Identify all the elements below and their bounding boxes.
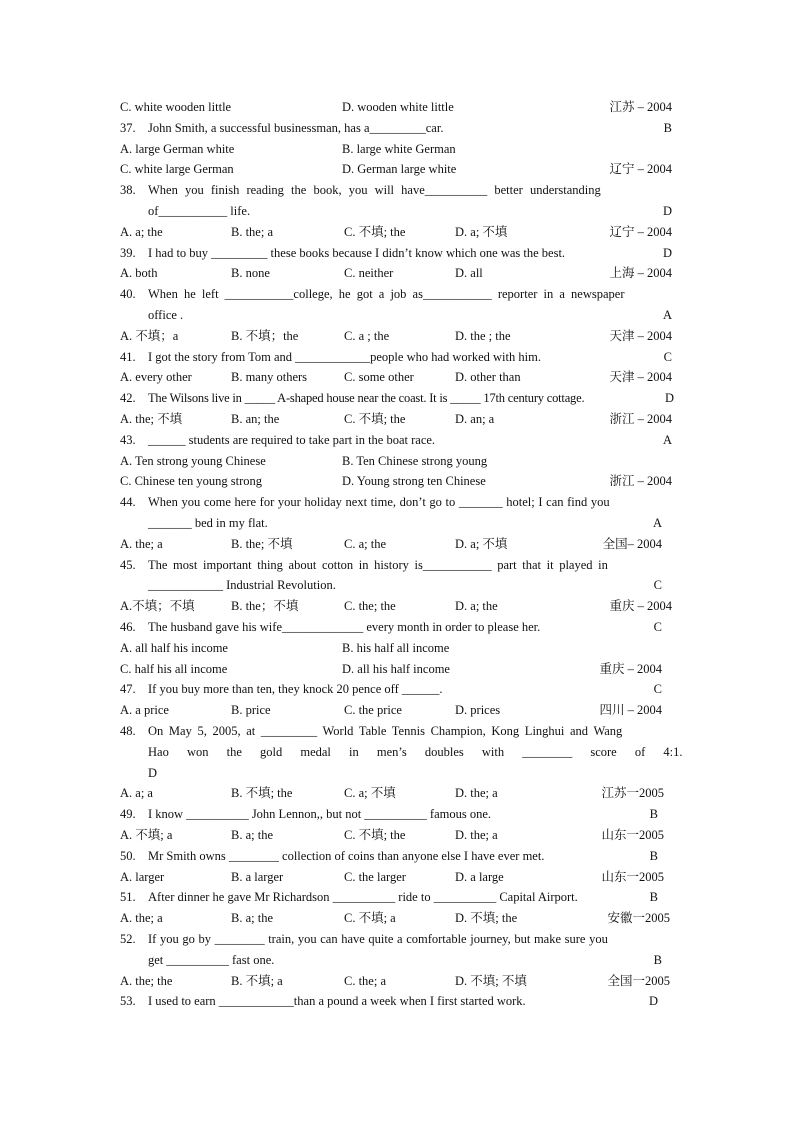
option-a: A. large German white (120, 142, 235, 156)
question-text: On May 5, 2005, at _________ World Table Tennis Champion, Kong Linghui and Wang (148, 724, 623, 738)
question-text: If you buy more than ten, they knock 20 pence off ______. (148, 682, 443, 696)
question-number: 44. (120, 495, 136, 509)
option-row (120, 973, 672, 989)
question-number: 39. (120, 246, 136, 260)
question-text: Mr Smith owns ________ collection of coins than anyone else I have ever met. (148, 849, 545, 863)
question-text: _______ bed in my flat. (148, 516, 268, 530)
question-number: 45. (120, 558, 136, 572)
answer-key: C (653, 620, 662, 634)
question-continuation (148, 307, 672, 323)
question-text: ____________ Industrial Revolution. (148, 578, 336, 592)
option-d: D. 不填; 不填 (455, 974, 527, 988)
question-text: office . (148, 308, 184, 322)
option-d: D. the; a (455, 786, 498, 800)
question-continuation (148, 515, 672, 531)
option-d: D. all his half income (342, 662, 450, 676)
option-c: C. Chinese ten young strong (120, 474, 263, 488)
source-label: 天津 – 2004 (609, 329, 672, 343)
source-label: 江苏一2005 (601, 786, 664, 800)
option-d: D. the; a (455, 828, 498, 842)
question-number: 43. (120, 433, 136, 447)
option-a: A. 不填；a (120, 329, 179, 343)
option-a: A. both (120, 266, 158, 280)
answer-key: D (662, 204, 672, 218)
question-number: 38. (120, 183, 136, 197)
question-continuation (148, 203, 672, 219)
question-number: 49. (120, 807, 136, 821)
answer-key: D (662, 246, 672, 260)
option-row (120, 598, 672, 614)
answer-key: B (649, 849, 658, 863)
option-c: C. 不填; a (344, 911, 396, 925)
source-label: 重庆 – 2004 (609, 599, 672, 613)
answer-key: C (653, 682, 662, 696)
question-number: 40. (120, 287, 136, 301)
option-c: C. white wooden little (120, 100, 232, 114)
option-a: A. the; a (120, 537, 163, 551)
option-b: B. a; the (231, 828, 274, 842)
option-c: C. a; 不填 (344, 786, 396, 800)
source-label: 上海 – 2004 (609, 266, 672, 280)
question-text: The Wilsons live in _____ A-shaped house near the coast. It is _____ 17th century cottage. (148, 391, 585, 405)
question-number: 48. (120, 724, 136, 738)
source-label: 浙江 – 2004 (609, 412, 672, 426)
option-b: B. the; a (231, 225, 274, 239)
question-46 (120, 619, 672, 635)
option-c: C. some other (344, 370, 414, 384)
answer-key: B (649, 807, 658, 821)
question-text: When you finish reading the book, you will have__________ better understanding (148, 183, 601, 197)
question-47 (120, 681, 672, 697)
option-row (120, 661, 672, 677)
source-label: 山东一2005 (601, 870, 664, 884)
option-row (120, 640, 672, 656)
source-label: 四川 – 2004 (599, 703, 662, 717)
source-label: 天津 – 2004 (609, 370, 672, 384)
question-number: 41. (120, 350, 136, 364)
question-number: 53. (120, 994, 136, 1008)
option-b: B. 不填; the (231, 786, 293, 800)
option-c: C. the; the (344, 599, 396, 613)
question-text: After dinner he gave Mr Richardson __________ ride to __________ Capital Airport. (148, 890, 578, 904)
option-row (120, 785, 672, 801)
source-label: 全国– 2004 (602, 537, 662, 551)
option-row (120, 910, 672, 926)
question-text: When you come here for your holiday next time, don’t go to _______ hotel; I can find you (148, 495, 610, 509)
option-row (120, 141, 672, 157)
option-c: C. the; a (344, 974, 387, 988)
option-d: D. a; 不填 (455, 225, 508, 239)
question-40 (120, 286, 672, 302)
question-text: I know __________ John Lennon,, but not __________ famous one. (148, 807, 492, 821)
option-d: D. other than (455, 370, 521, 384)
option-d: D. 不填; the (455, 911, 518, 925)
option-row (120, 869, 672, 885)
option-a: A. the; a (120, 911, 163, 925)
source-label: 辽宁 – 2004 (609, 162, 672, 176)
source-label: 浙江 – 2004 (609, 474, 672, 488)
question-number: 47. (120, 682, 136, 696)
question-42 (120, 390, 672, 406)
option-d: D. wooden white little (342, 100, 454, 114)
option-b: B. a; the (231, 911, 274, 925)
option-a: A. a; the (120, 225, 163, 239)
option-row (120, 702, 672, 718)
answer-key: A (652, 516, 662, 530)
option-a: A. a; a (120, 786, 153, 800)
option-row (120, 411, 672, 427)
question-text: The most important thing about cotton in history is___________ part that it played in (148, 558, 608, 572)
option-row (120, 265, 672, 281)
option-c: C. 不填; the (344, 225, 406, 239)
question-52 (120, 931, 672, 947)
question-text: Hao won the gold medal in men’s doubles with ________ score of 4:1. (148, 745, 683, 759)
question-text: of___________ life. (148, 204, 251, 218)
option-b: B. 不填；the (231, 329, 299, 343)
option-d: D. an; a (455, 412, 495, 426)
option-row (120, 536, 672, 552)
answer-key: B (653, 953, 662, 967)
question-number: 51. (120, 890, 136, 904)
option-row (120, 224, 672, 240)
answer-key: D (664, 391, 674, 405)
question-44 (120, 494, 672, 510)
question-number: 52. (120, 932, 136, 946)
question-number: 50. (120, 849, 136, 863)
answer-key: B (663, 121, 672, 135)
question-49 (120, 806, 672, 822)
option-c: C. half his all income (120, 662, 228, 676)
question-43 (120, 432, 672, 448)
source-label: 江苏 – 2004 (609, 100, 672, 114)
option-a: A. a price (120, 703, 169, 717)
question-continuation (148, 577, 672, 593)
question-text: John Smith, a successful businessman, has a_________car. (148, 121, 444, 135)
option-d: D. the ; the (455, 329, 511, 343)
question-41 (120, 349, 672, 365)
option-c: C. white large German (120, 162, 234, 176)
option-d: D. Young strong ten Chinese (342, 474, 486, 488)
option-a: A. larger (120, 870, 165, 884)
option-d: D. prices (455, 703, 501, 717)
option-b: B. the；不填 (231, 599, 299, 613)
answer-key: B (649, 890, 658, 904)
option-b: B. the; 不填 (231, 537, 293, 551)
source-label: 山东一2005 (601, 828, 664, 842)
question-51 (120, 889, 672, 905)
answer-key: C (653, 578, 662, 592)
question-number: 42. (120, 391, 136, 405)
option-b: B. an; the (231, 412, 280, 426)
option-a: A. 不填; a (120, 828, 173, 842)
question-text: I used to earn ____________than a pound a week when I first started work. (148, 994, 526, 1008)
option-c: C. 不填; the (344, 412, 406, 426)
question-text: The husband gave his wife_____________ every month in order to please her. (148, 620, 541, 634)
option-row (120, 473, 672, 489)
option-a: A.不填；不填 (120, 599, 195, 613)
option-b: B. Ten Chinese strong young (342, 454, 488, 468)
option-row (120, 161, 672, 177)
question-45 (120, 557, 672, 573)
question-number: 37. (120, 121, 136, 135)
option-a: A. the; the (120, 974, 173, 988)
option-row (120, 369, 672, 385)
option-c: C. a ; the (344, 329, 390, 343)
option-c: C. the price (344, 703, 402, 717)
question-text: I had to buy _________ these books because I didn’t know which one was the best. (148, 246, 566, 260)
answer-key: A (662, 308, 672, 322)
option-c: C. 不填; the (344, 828, 406, 842)
option-b: B. none (231, 266, 270, 280)
option-row (120, 328, 672, 344)
source-label: 全国一2005 (607, 974, 670, 988)
option-d: D. German large white (342, 162, 457, 176)
option-b: B. his half all income (342, 641, 450, 655)
option-a: A. Ten strong young Chinese (120, 454, 266, 468)
option-b: B. many others (231, 370, 308, 384)
answer-key: D (148, 766, 158, 780)
question-text: get __________ fast one. (148, 953, 275, 967)
question-39 (120, 245, 672, 261)
answer-key: A (662, 433, 672, 447)
option-a: A. every other (120, 370, 192, 384)
question-continuation (148, 744, 683, 760)
question-text: ______ students are required to take part in the boat race. (148, 433, 436, 447)
option-a: A. the; 不填 (120, 412, 183, 426)
question-48 (120, 723, 672, 739)
option-row (120, 453, 672, 469)
option-b: B. price (231, 703, 271, 717)
question-continuation (148, 765, 672, 781)
source-label: 辽宁 – 2004 (609, 225, 672, 239)
option-d: D. a; the (455, 599, 498, 613)
option-d: D. all (455, 266, 483, 280)
option-row (120, 827, 672, 843)
option-a: A. all half his income (120, 641, 228, 655)
option-c: C. neither (344, 266, 394, 280)
answer-key: D (648, 994, 658, 1008)
option-b: B. large white German (342, 142, 456, 156)
source-label: 重庆 – 2004 (599, 662, 662, 676)
question-53 (120, 993, 672, 1009)
question-number: 46. (120, 620, 136, 634)
source-label: 安徽一2005 (607, 911, 670, 925)
option-d: D. a; 不填 (455, 537, 508, 551)
option-d: D. a large (455, 870, 504, 884)
option-b: B. 不填; a (231, 974, 283, 988)
question-text: I got the story from Tom and ____________people who had worked with him. (148, 350, 541, 364)
question-text: When he left ___________college, he got a job as___________ reporter in a newspaper (148, 287, 625, 301)
option-c: C. a; the (344, 537, 387, 551)
option-row (120, 99, 672, 115)
answer-key: C (663, 350, 672, 364)
question-text: If you go by ________ train, you can have quite a comfortable journey, but make sure you (148, 932, 608, 946)
question-50 (120, 848, 672, 864)
question-continuation (148, 952, 672, 968)
question-38 (120, 182, 672, 198)
option-c: C. the larger (344, 870, 406, 884)
option-b: B. a larger (231, 870, 284, 884)
question-37 (120, 120, 672, 136)
